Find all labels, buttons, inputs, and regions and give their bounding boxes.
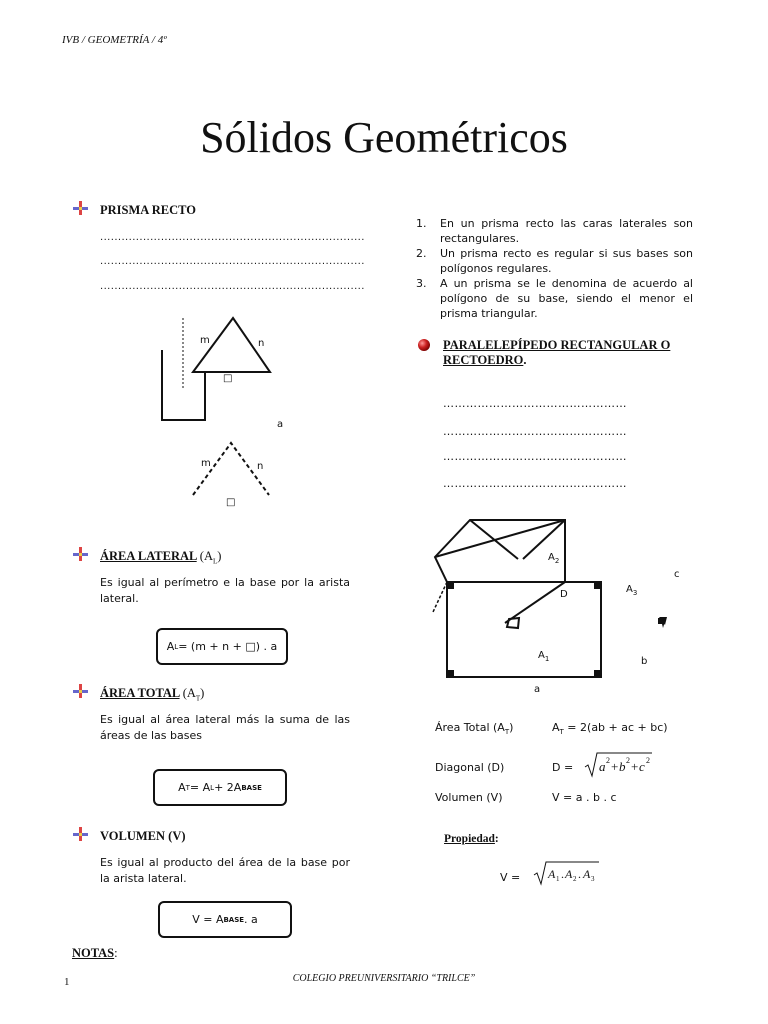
svg-text:2: 2: [573, 875, 577, 883]
label-b: b: [641, 656, 648, 667]
svg-text:b: b: [619, 759, 626, 774]
label-box: □: [223, 373, 233, 384]
paralelepipedo-heading: PARALELEPÍPEDO RECTANGULAR O RECTOEDRO.: [443, 338, 671, 367]
label-d: D: [560, 589, 568, 600]
svg-text:c: c: [639, 759, 645, 774]
area-total-heading: [100, 686, 204, 703]
footer-school: COLEGIO PREUNIVERSITARIO “TRILCE”: [292, 973, 476, 984]
page-number: 1: [64, 976, 70, 988]
label-n: n: [258, 338, 265, 349]
page-header: IVB / GEOMETRÍA / 4º: [62, 34, 167, 46]
bullet-cross-icon: [72, 546, 88, 562]
prisma-recto-heading: PRISMA RECTO: [100, 203, 196, 217]
area-total-formula: A T = A L + 2A BASE: [153, 769, 287, 806]
notas-heading: NOTAS:: [72, 946, 118, 960]
page-title: Sólidos Geométricos: [200, 113, 568, 162]
label-a: a: [277, 419, 284, 430]
svg-text:.: .: [561, 867, 564, 881]
area-lateral-title: ÁREA LATERAL: [100, 549, 197, 563]
prisma-recto-figure: [140, 310, 300, 520]
area-total-symbol: $(A_T)$: [182, 686, 205, 703]
volumen-label: Volumen (V): [435, 791, 503, 804]
right-angle-mark-icon: [656, 616, 668, 630]
dotted-line: ..........................................................................: [100, 256, 365, 267]
area-lateral-heading: [100, 549, 221, 566]
svg-text:2: 2: [606, 756, 610, 765]
svg-text:.: .: [578, 867, 581, 881]
svg-text:2: 2: [626, 756, 630, 765]
bullet-cross-icon: [72, 200, 88, 216]
diagonal-value: D =: [552, 761, 574, 774]
label-n: n: [257, 461, 264, 472]
diagonal-root-expression: [584, 750, 654, 778]
area-lateral-text: Es igual al perímetro e la base por la arista lateral.: [100, 576, 350, 605]
volumen-heading: VOLUMEN (V): [100, 829, 186, 843]
propiedad-root-expression: [533, 860, 603, 886]
volumen-value: V = a . b . c: [552, 791, 617, 804]
label-a: a: [534, 684, 541, 695]
label-box: □: [226, 497, 236, 508]
rectoedro-figure: [425, 515, 625, 695]
area-lateral-symbol: $(A_L)$: [199, 549, 222, 566]
svg-text:3: 3: [591, 875, 595, 883]
dotted-line: …………………………………………: [443, 397, 627, 410]
svg-text:2: 2: [646, 756, 650, 765]
volumen-formula: V = A BASE . a: [158, 901, 292, 938]
label-a2: $A_2$: [548, 552, 560, 565]
list-item: 3. A un prisma se le denomina de acuerdo al polígono de su base, siendo el menor el prisma triangular.: [416, 277, 693, 320]
dotted-line: …………………………………………: [443, 477, 627, 490]
svg-text:1: 1: [556, 875, 560, 883]
bullet-cross-icon: [72, 826, 88, 842]
svg-text:a: a: [599, 759, 606, 774]
diagonal-label: Diagonal (D): [435, 761, 505, 774]
svg-text:A: A: [583, 867, 591, 881]
area-total-value: $A_T = 2(ab$ + ac + bc): [552, 721, 668, 737]
svg-text:A: A: [565, 867, 573, 881]
dotted-line: ..........................................................................: [100, 232, 365, 243]
area-total-text: Es igual al área lateral más la suma de las áreas de las bases: [100, 713, 350, 742]
list-item: 1. En un prisma recto las caras laterales son rectangulares.: [416, 217, 693, 245]
area-total-title: ÁREA TOTAL: [100, 686, 180, 700]
label-c: c: [674, 569, 680, 580]
dotted-line: ..........................................................................: [100, 281, 365, 292]
properties-list: [416, 216, 693, 321]
svg-text:A: A: [548, 867, 556, 881]
label-a1: $A_1$: [538, 650, 550, 663]
svg-text:+: +: [631, 759, 639, 774]
dotted-line: …………………………………………: [443, 450, 627, 463]
label-m: m: [200, 335, 210, 346]
label-a3: $A_3$: [626, 584, 638, 597]
bullet-cross-icon: [72, 683, 88, 699]
bullet-ball-icon: [417, 338, 431, 352]
propiedad-v: V =: [500, 871, 521, 884]
label-m: m: [201, 458, 211, 469]
propiedad-heading: Propiedad:: [444, 833, 499, 845]
area-total-label: Área Total $(A_T)$: [435, 721, 514, 737]
area-lateral-formula: A L = (m + n + □) . a: [156, 628, 288, 665]
svg-text:+: +: [611, 759, 619, 774]
dotted-line: …………………………………………: [443, 425, 627, 438]
list-item: 2. Un prisma recto es regular si sus bases son polígonos regulares.: [416, 247, 693, 275]
volumen-text: Es igual al producto del área de la base por la arista lateral.: [100, 856, 350, 885]
